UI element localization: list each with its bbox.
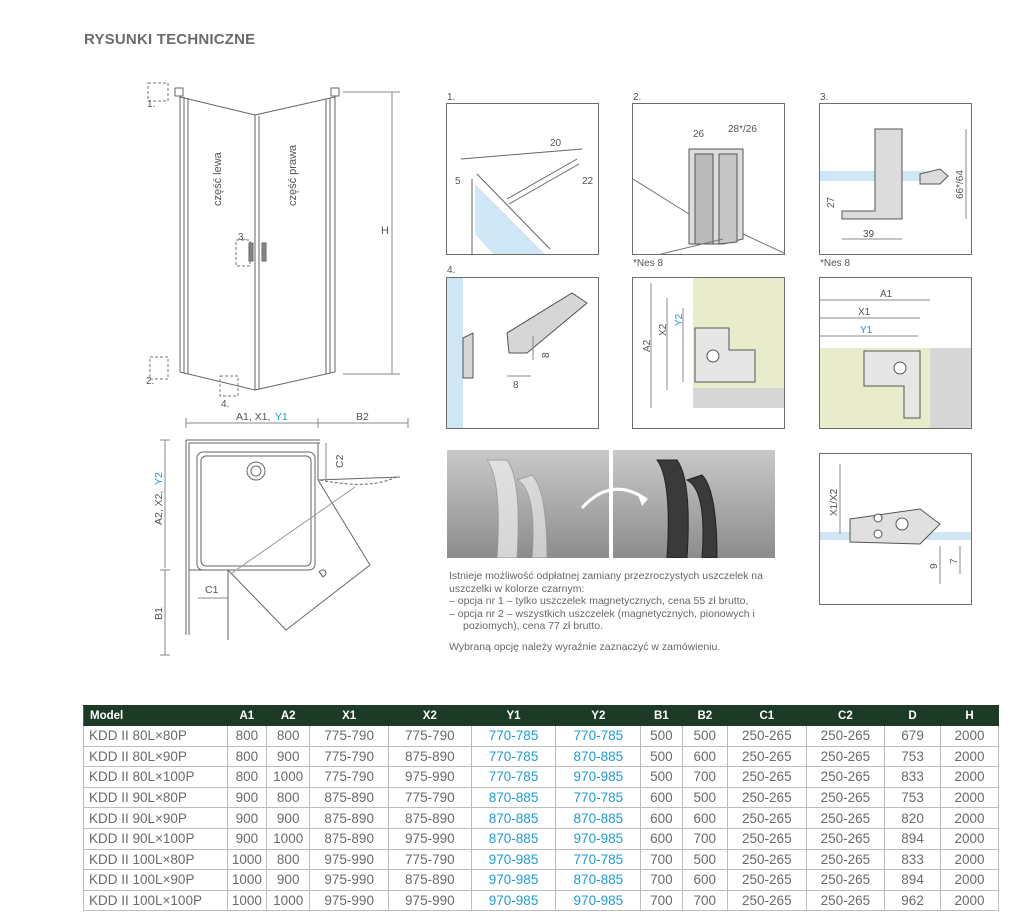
table-cell-b2: 700 xyxy=(682,890,727,911)
table-cell-h: 2000 xyxy=(940,787,998,808)
table-cell-x1: 775-790 xyxy=(310,726,389,747)
table-cell-d: 894 xyxy=(885,870,941,891)
table-cell-h: 2000 xyxy=(940,890,998,911)
front-view-drawing xyxy=(0,0,420,430)
table-cell-y1: 770-785 xyxy=(471,726,556,747)
table-cell-x1: 875-890 xyxy=(310,808,389,829)
table-cell-d: 894 xyxy=(885,828,941,849)
table-cell-y2: 870-885 xyxy=(556,870,641,891)
table-cell-c1: 250-265 xyxy=(728,767,807,788)
table-cell-d: 820 xyxy=(885,808,941,829)
table-cell-c2: 250-265 xyxy=(806,767,885,788)
dim-b2: B2 xyxy=(356,411,369,423)
table-cell-c1: 250-265 xyxy=(728,746,807,767)
column-header-b1: B1 xyxy=(641,706,682,726)
table-cell-c1: 250-265 xyxy=(728,849,807,870)
table-cell-h: 2000 xyxy=(940,767,998,788)
table-cell-b1: 700 xyxy=(641,870,682,891)
label-left-part: część lewa xyxy=(212,152,224,206)
table-cell-a2: 900 xyxy=(266,808,309,829)
detail-5-y2: Y2 xyxy=(674,313,685,326)
table-cell-a2: 800 xyxy=(266,726,309,747)
table-cell-h: 2000 xyxy=(940,828,998,849)
table-header-row xyxy=(84,706,999,726)
detail-7-drawing xyxy=(820,454,972,605)
table-cell-y1: 870-885 xyxy=(471,828,556,849)
table-cell-y2: 970-985 xyxy=(556,828,641,849)
table-body xyxy=(84,726,999,911)
table-cell-x1: 975-990 xyxy=(310,849,389,870)
detail-6-y1: Y1 xyxy=(860,325,873,336)
table-cell-c2: 250-265 xyxy=(806,726,885,747)
column-header-h: H xyxy=(940,706,998,726)
table-cell-x2: 775-790 xyxy=(388,726,471,747)
gasket-description xyxy=(449,570,789,653)
table-cell-model: KDD II 100L×90P xyxy=(84,870,228,891)
table-row xyxy=(84,849,999,870)
table-cell-a1: 1000 xyxy=(227,870,266,891)
detail-5-box xyxy=(632,277,785,429)
dim-y1: Y1 xyxy=(275,411,288,423)
table-cell-a1: 900 xyxy=(227,787,266,808)
table-cell-model: KDD II 80L×90P xyxy=(84,746,228,767)
plan-label-c2: C2 xyxy=(334,454,346,468)
table-cell-x2: 875-890 xyxy=(388,870,471,891)
callout-4: 4. xyxy=(221,399,230,410)
table-cell-c2: 250-265 xyxy=(806,870,885,891)
table-cell-b2: 600 xyxy=(682,870,727,891)
table-cell-x2: 775-790 xyxy=(388,787,471,808)
table-cell-c2: 250-265 xyxy=(806,890,885,911)
table-cell-x1: 875-890 xyxy=(310,828,389,849)
table-cell-c1: 250-265 xyxy=(728,828,807,849)
table-cell-model: KDD II 90L×90P xyxy=(84,808,228,829)
table-cell-a1: 1000 xyxy=(227,849,266,870)
table-cell-a2: 900 xyxy=(266,746,309,767)
detail-3-dim-27: 27 xyxy=(826,196,837,208)
table-cell-a2: 1000 xyxy=(266,767,309,788)
gasket-photo-strip xyxy=(447,450,775,558)
table-cell-c1: 250-265 xyxy=(728,726,807,747)
table-cell-x1: 775-790 xyxy=(310,767,389,788)
detail-5-x2: X2 xyxy=(658,323,669,336)
table-cell-x2: 875-890 xyxy=(388,808,471,829)
table-cell-b1: 700 xyxy=(641,890,682,911)
detail-5-a2: A2 xyxy=(642,339,653,352)
column-header-b2: B2 xyxy=(682,706,727,726)
table-cell-x1: 875-890 xyxy=(310,787,389,808)
table-row xyxy=(84,890,999,911)
table-cell-a2: 800 xyxy=(266,787,309,808)
table-cell-h: 2000 xyxy=(940,726,998,747)
detail-1-dim-5: 5 xyxy=(455,176,461,187)
table-row xyxy=(84,746,999,767)
detail-1-box xyxy=(446,103,599,255)
table-cell-y2: 770-785 xyxy=(556,726,641,747)
detail-2-note: *Nes 8 xyxy=(633,258,664,269)
table-cell-y2: 770-785 xyxy=(556,787,641,808)
table-cell-y2: 970-985 xyxy=(556,767,641,788)
table-cell-a1: 800 xyxy=(227,767,266,788)
table-cell-c2: 250-265 xyxy=(806,849,885,870)
table-cell-a2: 900 xyxy=(266,870,309,891)
table-cell-x2: 975-990 xyxy=(388,767,471,788)
dim-a1-x1: A1, X1, xyxy=(236,411,271,423)
table-cell-a2: 1000 xyxy=(266,828,309,849)
table-cell-c1: 250-265 xyxy=(728,890,807,911)
table-cell-b2: 500 xyxy=(682,787,727,808)
callout-3: 3. xyxy=(238,232,247,243)
detail-2-dim-28-26: 28*/26 xyxy=(728,124,757,135)
table-cell-y2: 870-885 xyxy=(556,746,641,767)
column-header-c2: C2 xyxy=(806,706,885,726)
table-cell-c2: 250-265 xyxy=(806,808,885,829)
detail-7-x1x2: X1/X2 xyxy=(829,488,840,516)
table-cell-a1: 1000 xyxy=(227,890,266,911)
detail-6-drawing xyxy=(820,278,972,429)
plan-label-c1: C1 xyxy=(205,584,219,596)
table-cell-x2: 875-890 xyxy=(388,746,471,767)
table-cell-b1: 600 xyxy=(641,808,682,829)
table-cell-a1: 900 xyxy=(227,828,266,849)
table-cell-h: 2000 xyxy=(940,808,998,829)
detail-6-x1: X1 xyxy=(858,307,871,318)
detail-4-number: 4. xyxy=(447,265,456,276)
detail-3-dim-66-64: 66*/64 xyxy=(955,170,966,199)
detail-6-a1: A1 xyxy=(880,289,893,300)
table-cell-c1: 250-265 xyxy=(728,870,807,891)
detail-7-dim-7: 7 xyxy=(949,558,960,564)
table-cell-b1: 600 xyxy=(641,787,682,808)
plan-label-b1: B1 xyxy=(153,607,165,620)
table-row xyxy=(84,870,999,891)
detail-3-dim-39: 39 xyxy=(863,229,875,240)
table-cell-y1: 870-885 xyxy=(471,808,556,829)
column-header-d: D xyxy=(885,706,941,726)
plan-label-d: D xyxy=(316,566,330,581)
detail-4-dim-8a: 8 xyxy=(513,380,519,391)
table-cell-c2: 250-265 xyxy=(806,787,885,808)
dimensions-table xyxy=(83,705,999,911)
table-cell-c1: 250-265 xyxy=(728,808,807,829)
table-cell-y1: 970-985 xyxy=(471,890,556,911)
table-cell-model: KDD II 100L×80P xyxy=(84,849,228,870)
column-header-a1: A1 xyxy=(227,706,266,726)
table-cell-c2: 250-265 xyxy=(806,746,885,767)
column-header-y2: Y2 xyxy=(556,706,641,726)
table-cell-b2: 600 xyxy=(682,808,727,829)
table-cell-d: 962 xyxy=(885,890,941,911)
detail-3-drawing xyxy=(820,104,972,255)
detail-5-drawing xyxy=(633,278,785,429)
table-cell-model: KDD II 90L×100P xyxy=(84,828,228,849)
plan-label-a2: A2, X2, xyxy=(153,490,165,525)
table-cell-b1: 700 xyxy=(641,849,682,870)
detail-2-drawing xyxy=(633,104,785,255)
table-cell-x2: 975-990 xyxy=(388,828,471,849)
table-row xyxy=(84,828,999,849)
table-cell-b2: 600 xyxy=(682,746,727,767)
detail-3-box xyxy=(819,103,972,255)
table-cell-model: KDD II 90L×80P xyxy=(84,787,228,808)
table-cell-d: 753 xyxy=(885,787,941,808)
table-cell-a1: 800 xyxy=(227,726,266,747)
table-cell-x1: 975-990 xyxy=(310,890,389,911)
table-cell-h: 2000 xyxy=(940,746,998,767)
table-row xyxy=(84,726,999,747)
plan-view-drawing xyxy=(0,430,420,700)
detail-3-number: 3. xyxy=(820,92,829,103)
description-note: Wybraną opcję należy wyraźnie zaznaczyć w zamówieniu. xyxy=(449,640,721,653)
plan-label-y2: Y2 xyxy=(153,472,165,485)
table-cell-y1: 970-985 xyxy=(471,870,556,891)
detail-6-box xyxy=(819,277,972,429)
description-option-1: – opcja nr 1 – tylko uszczelek magnetycznych, cena 55 zł brutto, xyxy=(449,595,749,607)
table-cell-y1: 770-785 xyxy=(471,746,556,767)
detail-1-dim-22: 22 xyxy=(582,176,594,187)
detail-7-dim-9: 9 xyxy=(929,563,940,569)
detail-7-box xyxy=(819,453,972,605)
table-cell-d: 679 xyxy=(885,726,941,747)
table-cell-y1: 970-985 xyxy=(471,849,556,870)
table-cell-b2: 500 xyxy=(682,849,727,870)
table-cell-b2: 500 xyxy=(682,726,727,747)
table-cell-h: 2000 xyxy=(940,870,998,891)
table-cell-y2: 870-885 xyxy=(556,808,641,829)
table-cell-x1: 975-990 xyxy=(310,870,389,891)
label-right-part: część prawa xyxy=(287,144,299,206)
table-cell-d: 753 xyxy=(885,746,941,767)
table-cell-y1: 770-785 xyxy=(471,767,556,788)
table-cell-b1: 500 xyxy=(641,746,682,767)
description-option-2: – opcja nr 2 – wszystkich uszczelek (magnetycznych, pionowych i poziomych), cena 77 zł brutto. xyxy=(449,607,755,632)
table-cell-y2: 770-785 xyxy=(556,849,641,870)
table-cell-a2: 1000 xyxy=(266,890,309,911)
table-cell-model: KDD II 100L×100P xyxy=(84,890,228,911)
table-cell-b1: 600 xyxy=(641,828,682,849)
photo-black-gaskets xyxy=(613,450,775,558)
column-header-a2: A2 xyxy=(266,706,309,726)
detail-1-drawing xyxy=(447,104,599,255)
table-cell-x2: 775-790 xyxy=(388,849,471,870)
column-header-model: Model xyxy=(84,706,228,726)
detail-2-dim-26: 26 xyxy=(693,129,705,140)
table-cell-a1: 800 xyxy=(227,746,266,767)
description-intro: Istnieje możliwość odpłatnej zamiany przezroczystych uszczelek na uszczelki w kolorze czarnym: xyxy=(449,570,763,595)
column-header-y1: Y1 xyxy=(471,706,556,726)
detail-1-dim-20: 20 xyxy=(550,138,562,149)
column-header-x2: X2 xyxy=(388,706,471,726)
table-cell-y2: 970-985 xyxy=(556,890,641,911)
detail-1-number: 1. xyxy=(447,92,456,103)
table-cell-a1: 900 xyxy=(227,808,266,829)
callout-1: 1. xyxy=(147,99,156,110)
detail-2-number: 2. xyxy=(633,92,642,103)
gasket-photos xyxy=(447,450,775,558)
detail-4-dim-8b: 8 xyxy=(541,352,552,358)
table-row xyxy=(84,787,999,808)
table-cell-b2: 700 xyxy=(682,828,727,849)
table-cell-y1: 870-885 xyxy=(471,787,556,808)
table-row xyxy=(84,808,999,829)
detail-4-drawing xyxy=(447,278,599,429)
table-cell-b2: 700 xyxy=(682,767,727,788)
column-header-x1: X1 xyxy=(310,706,389,726)
table-row xyxy=(84,767,999,788)
table-cell-model: KDD II 80L×80P xyxy=(84,726,228,747)
table-cell-d: 833 xyxy=(885,767,941,788)
table-cell-x1: 775-790 xyxy=(310,746,389,767)
table-cell-x2: 975-990 xyxy=(388,890,471,911)
section-title: RYSUNKI TECHNICZNE xyxy=(84,31,256,48)
detail-2-box xyxy=(632,103,785,255)
callout-2: 2. xyxy=(146,376,155,387)
table-cell-c1: 250-265 xyxy=(728,787,807,808)
detail-4-box xyxy=(446,277,599,429)
table-cell-b1: 500 xyxy=(641,726,682,747)
detail-3-note: *Nes 8 xyxy=(820,258,851,269)
column-header-c1: C1 xyxy=(728,706,807,726)
table-cell-b1: 500 xyxy=(641,767,682,788)
table-cell-d: 833 xyxy=(885,849,941,870)
table-cell-h: 2000 xyxy=(940,849,998,870)
table-cell-c2: 250-265 xyxy=(806,828,885,849)
table-cell-model: KDD II 80L×100P xyxy=(84,767,228,788)
label-h: H xyxy=(381,225,389,237)
table-cell-a2: 800 xyxy=(266,849,309,870)
